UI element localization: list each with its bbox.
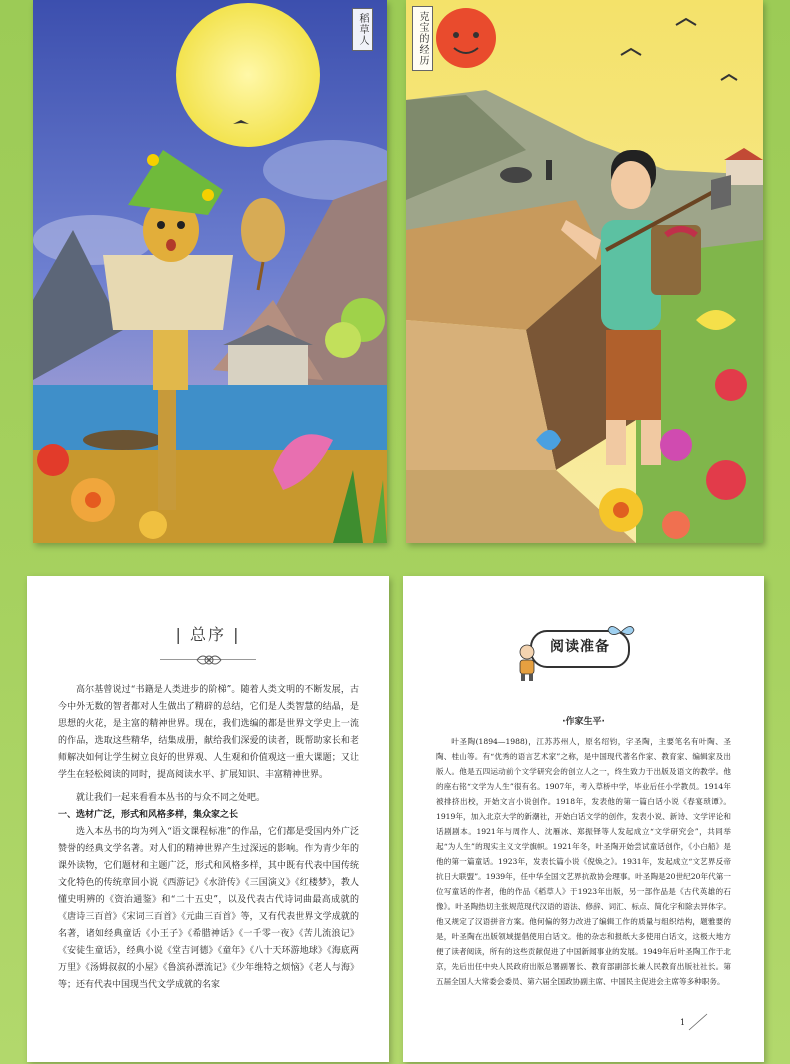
author-bio-body — [436, 734, 731, 989]
moon — [176, 3, 320, 147]
author-bio-paragraph: 叶圣陶(1894—1988)，江苏苏州人，原名绍钧，字圣陶，主要笔名有叶陶、圣陶、桂山等。有“优秀的语言艺术家”之称，是中国现代著名作家、教育家、编辑家及出版人。他是五四运动前个文学研究会的创立人之一，终生致力于出版及语文的教学。他的座右铭“文学为人生”很有名。1907年，考入草桥中学，毕业后任小学教员。1914年被排挤出校，开始文言小说创作。1918年，发表他的第一篇白话小说《春宴琐谭》。1919年，加入北京大学的新潮社，开始白话文学的创作，发表小说、新诗、文学评论和话剧剧本。1921年与周作人、沈雁冰、郑振铎等人发起成立“文学研究会”，共同举起“为人生”的现实主义文学旗帜。1921年冬，叶圣陶开始尝试童话创作，《小白船》是他的第一篇童话。1923年，发表长篇小说《倪焕之》。1931年，发起成立“文艺界反帝抗日大联盟”。1939年，任中华全国文艺界抗敌协会理事。叶圣陶是20世纪20年代第一位写童话的作者，他的作品《稻草人》于1923年出版，另一部作品是《古代英雄的石像》。叶圣陶热切主张规范现代汉语的语法、修辞、词汇、标点、简化字和除去异体字。他又规定了汉语拼音方案。他何偏的努力改进了编辑工作的质量与组织结构，题雅要的是，叶圣陶在出版领域提倡使用白话文。他的杂志和报纸大多使用白话文，这极大地方便了读者阅读，所有的这些贡献促进了中国新闻事业的发展。1949年后叶圣陶工作于北京，先后出任中央人民政府出版总署副署长、教育部副部长兼人民教育出版社社长。第五届全国人大常委会委员、第六届全国政协副主席、中国民主促进会主席等多种职务。 — [436, 737, 731, 986]
page-number: 1 — [680, 1018, 686, 1027]
smiling-sun — [436, 8, 496, 68]
preface-paragraph-2: 就让我们一起来看看本丛书的与众不同之处吧。 — [76, 793, 266, 803]
illustration-title-left: 稻草人 — [352, 8, 373, 51]
butterfly-icon — [606, 622, 636, 642]
preface-body — [58, 682, 359, 994]
farmer-scene — [406, 0, 763, 543]
red-flower — [706, 460, 746, 500]
scarecrow-scene — [33, 0, 387, 543]
reading-prep-page — [403, 576, 764, 1062]
author-bio-heading: ·作家生平· — [562, 717, 605, 727]
page-number-slash — [687, 1012, 709, 1032]
boy-trousers — [606, 330, 661, 420]
ox — [500, 167, 532, 183]
floral-ornament-icon — [194, 649, 224, 671]
hoe-blade — [711, 175, 731, 210]
boy-face — [611, 161, 651, 209]
section-heading: 一、选材广泛，形式和风格多样，集众家之长 — [58, 810, 239, 820]
straw-fan — [241, 198, 285, 262]
distant-farmer — [546, 160, 552, 180]
reading-child-icon — [515, 642, 539, 682]
page-title: | 总序 | — [175, 625, 241, 644]
reading-prep-badge: 阅读准备 — [530, 630, 630, 668]
farmer-illustration — [406, 0, 763, 543]
scarecrow-shirt — [103, 255, 233, 330]
preface-page — [27, 576, 389, 1062]
scarecrow-illustration — [33, 0, 387, 543]
section-paragraph: 选入本丛书的均为列入“语文课程标准”的作品，它们都是受国内外广泛赞誉的经典文学名著。对人们的精神世界产生过深远的影响。作为青少年的课外读物，它们题材和主题广泛，形式和风格多样，其中既有代表中国传统文化特色的传统章回小说《西游记》《水浒传》《三国演义》《红楼梦》，教人懂史明辨的《资治通鉴》和“二十五史”，以及代表古代诗词曲最高成就的《唐诗三百首》《宋词三百首》《元曲三百首》等，又有代表世界文学成就的名著，诸如经典童话《小王子》《希腊神话》《一千零一夜》《苦儿流浪记》《安徒生童话》，经典小说《堂吉诃德》《童年》《八十天环游地球》《海底两万里》《汤姆叔叔的小屋》《鲁滨孙漂流记》《少年维特之烦恼》《老人与海》等；还有代表中国现当代文学成就的名家 — [58, 827, 359, 990]
illustration-title-right: 克宝的经历 — [412, 6, 433, 71]
preface-paragraph-1: 高尔基曾说过“书籍是人类进步的阶梯”。随着人类文明的不断发展，古今中外无数的智者都对人生做出了精辟的总结，它们是人类智慧的结晶，是思想的火花，是主富的精神世界。现在，我们选编的都是世界文学史上一流的作品，选取这些精华，结集成册，献给我们深爱的读者，既帮助家长和老师解决如何让学生树立良好的世界观、人生观和价值观这一重大课题；又让学生在轻松阅读的同时，提高阅读水平、扩展知识、丰富精神世界。 — [58, 685, 359, 780]
